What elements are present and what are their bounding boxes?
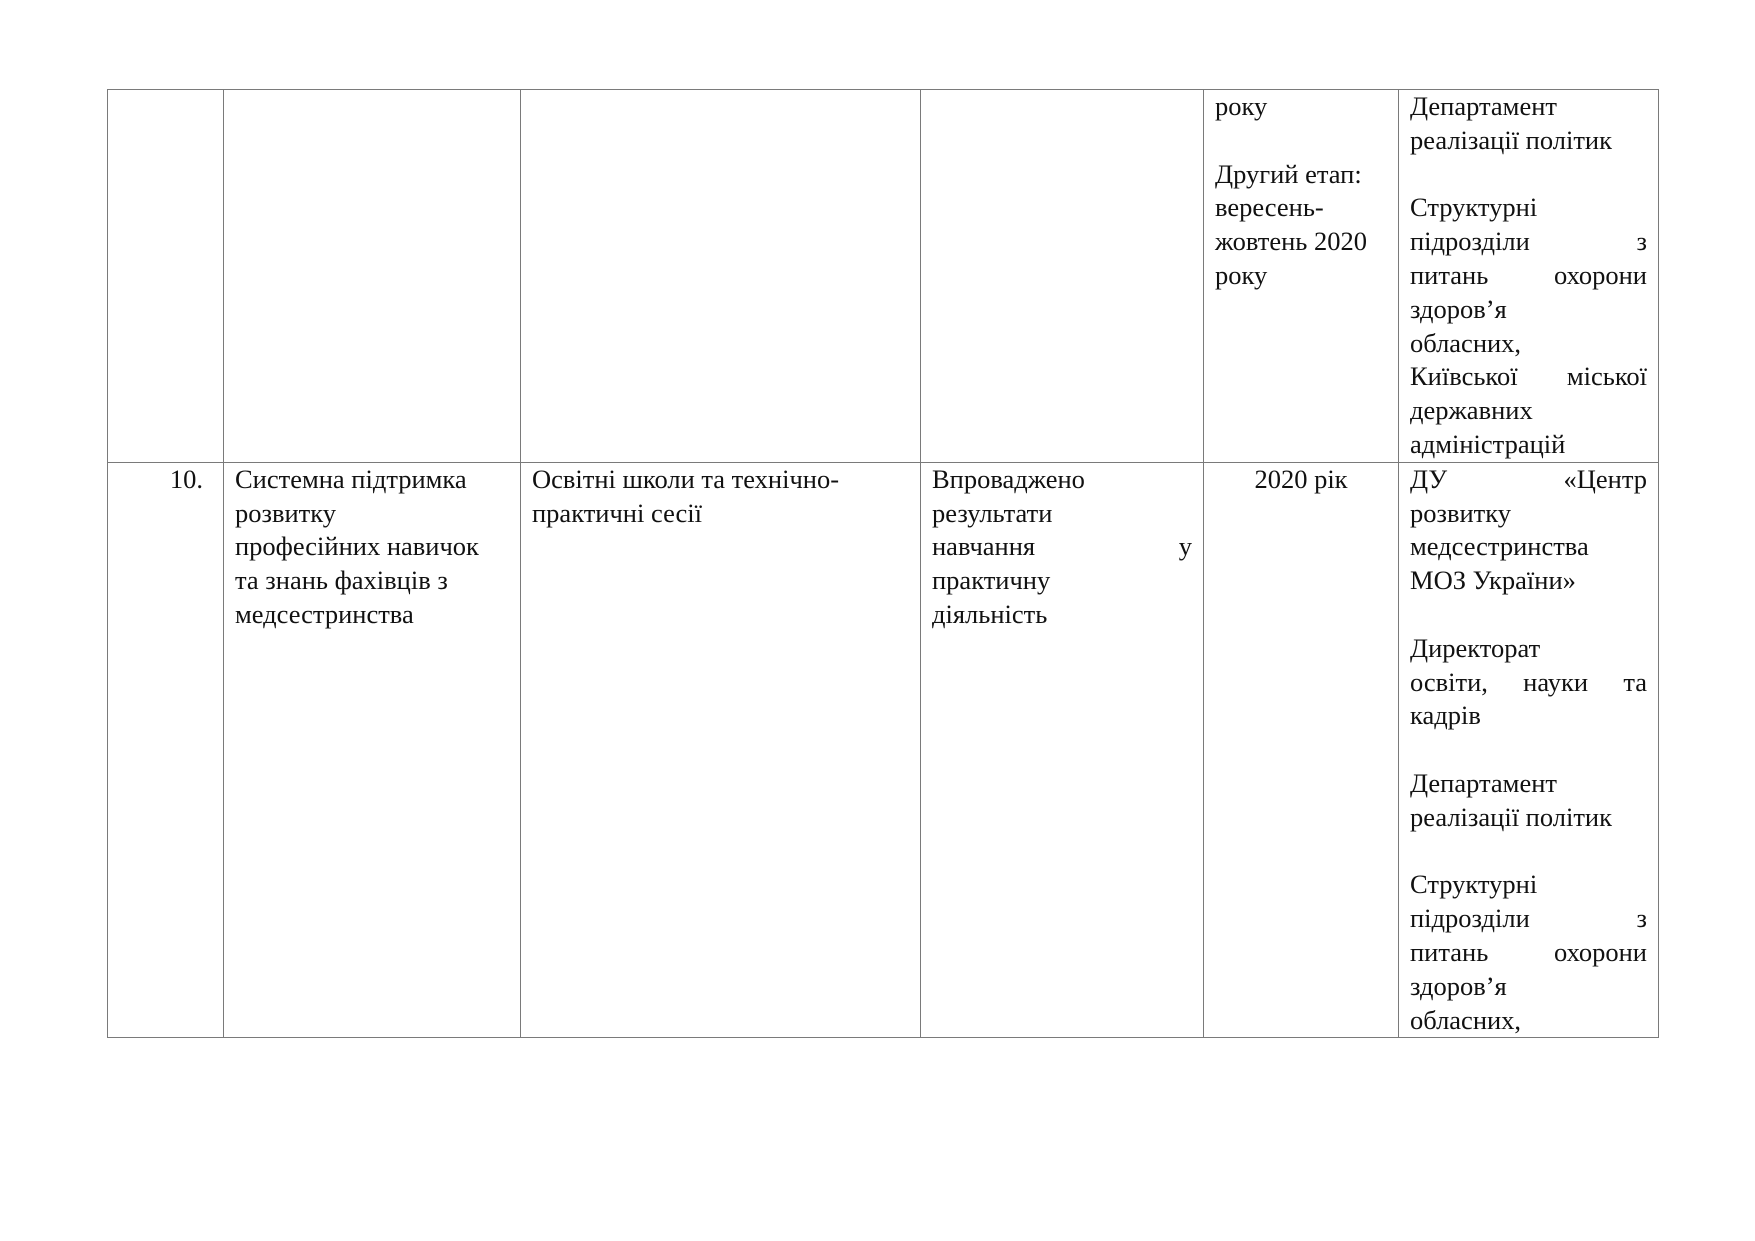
text-line: медсестринства bbox=[1410, 531, 1589, 562]
cell-measures bbox=[521, 90, 921, 463]
text-line: Київської міської bbox=[1410, 361, 1647, 392]
text-line: жовтень 2020 bbox=[1215, 226, 1367, 257]
text-line: результати bbox=[932, 497, 1053, 528]
text-line: кадрів bbox=[1410, 700, 1481, 731]
text-line: державних bbox=[1410, 395, 1533, 426]
text-line: питань охорони bbox=[1410, 259, 1647, 290]
cell-task bbox=[224, 90, 521, 463]
text-line: діяльність bbox=[932, 598, 1048, 629]
cell-deadline: 2020 рік bbox=[1204, 462, 1399, 1038]
cell-number: 10. bbox=[108, 462, 224, 1038]
cell-responsible bbox=[1399, 462, 1659, 1038]
text-line: Структурні bbox=[1410, 192, 1538, 223]
table-row-10 bbox=[108, 462, 1659, 1038]
text-line: року bbox=[1215, 259, 1268, 290]
text-line: року bbox=[1215, 91, 1268, 121]
table-row-continued bbox=[108, 90, 1659, 463]
responsible-paragraph-3 bbox=[1410, 767, 1647, 835]
text-line: Структурні bbox=[1410, 869, 1538, 900]
deadline-paragraph-1 bbox=[1215, 90, 1387, 124]
text-line: обласних, bbox=[1410, 1004, 1522, 1035]
cell-responsible bbox=[1399, 90, 1659, 463]
cell-number bbox=[108, 90, 224, 463]
text-line: вересень- bbox=[1215, 192, 1324, 223]
text-line: практичні сесії bbox=[532, 497, 702, 528]
text-line: Другий етап: bbox=[1215, 158, 1362, 189]
responsible-paragraph-2 bbox=[1410, 632, 1647, 733]
cell-result bbox=[921, 90, 1204, 463]
text-line: реалізації політик bbox=[1410, 124, 1612, 155]
responsible-paragraph-2 bbox=[1410, 191, 1647, 461]
text-line: МОЗ України» bbox=[1410, 565, 1576, 596]
text-line: Системна підтримка bbox=[235, 463, 467, 494]
responsible-paragraph-4 bbox=[1410, 868, 1647, 1037]
cell-result bbox=[921, 462, 1204, 1038]
text-line: Департамент bbox=[1410, 767, 1557, 798]
responsible-paragraph-1 bbox=[1410, 90, 1647, 158]
text-line: та знань фахівців з bbox=[235, 565, 448, 596]
text-line: медсестринства bbox=[235, 598, 414, 629]
text-line: освіти, науки та bbox=[1410, 666, 1647, 697]
text-line: питань охорони bbox=[1410, 936, 1647, 967]
deadline-paragraph-2 bbox=[1215, 158, 1387, 293]
text-line: розвитку bbox=[1410, 497, 1511, 528]
text-line: підрозділи з bbox=[1410, 903, 1647, 934]
text-line: Освітні школи та технічно- bbox=[532, 463, 840, 494]
text-line: Департамент bbox=[1410, 91, 1557, 121]
text-line: обласних, bbox=[1410, 327, 1522, 358]
text-line: професійних навичок bbox=[235, 531, 479, 562]
cell-measures bbox=[521, 462, 921, 1038]
cell-deadline bbox=[1204, 90, 1399, 463]
text-line: здоров’я bbox=[1410, 970, 1507, 1001]
text-line: адміністрацій bbox=[1410, 428, 1566, 459]
text-line: підрозділи з bbox=[1410, 226, 1647, 257]
text-line: Директорат bbox=[1410, 632, 1541, 663]
text-line: навчання у bbox=[932, 531, 1192, 562]
text-line: Впроваджено bbox=[932, 463, 1085, 494]
responsible-paragraph-1 bbox=[1410, 463, 1647, 598]
cell-task bbox=[224, 462, 521, 1038]
text-line: практичну bbox=[932, 565, 1051, 596]
text-line: реалізації політик bbox=[1410, 801, 1612, 832]
action-plan-table bbox=[107, 89, 1659, 1038]
text-line: ДУ «Центр bbox=[1410, 463, 1647, 494]
text-line bbox=[1215, 158, 1387, 192]
text-line: здоров’я bbox=[1410, 293, 1507, 324]
text-line: розвитку bbox=[235, 497, 336, 528]
